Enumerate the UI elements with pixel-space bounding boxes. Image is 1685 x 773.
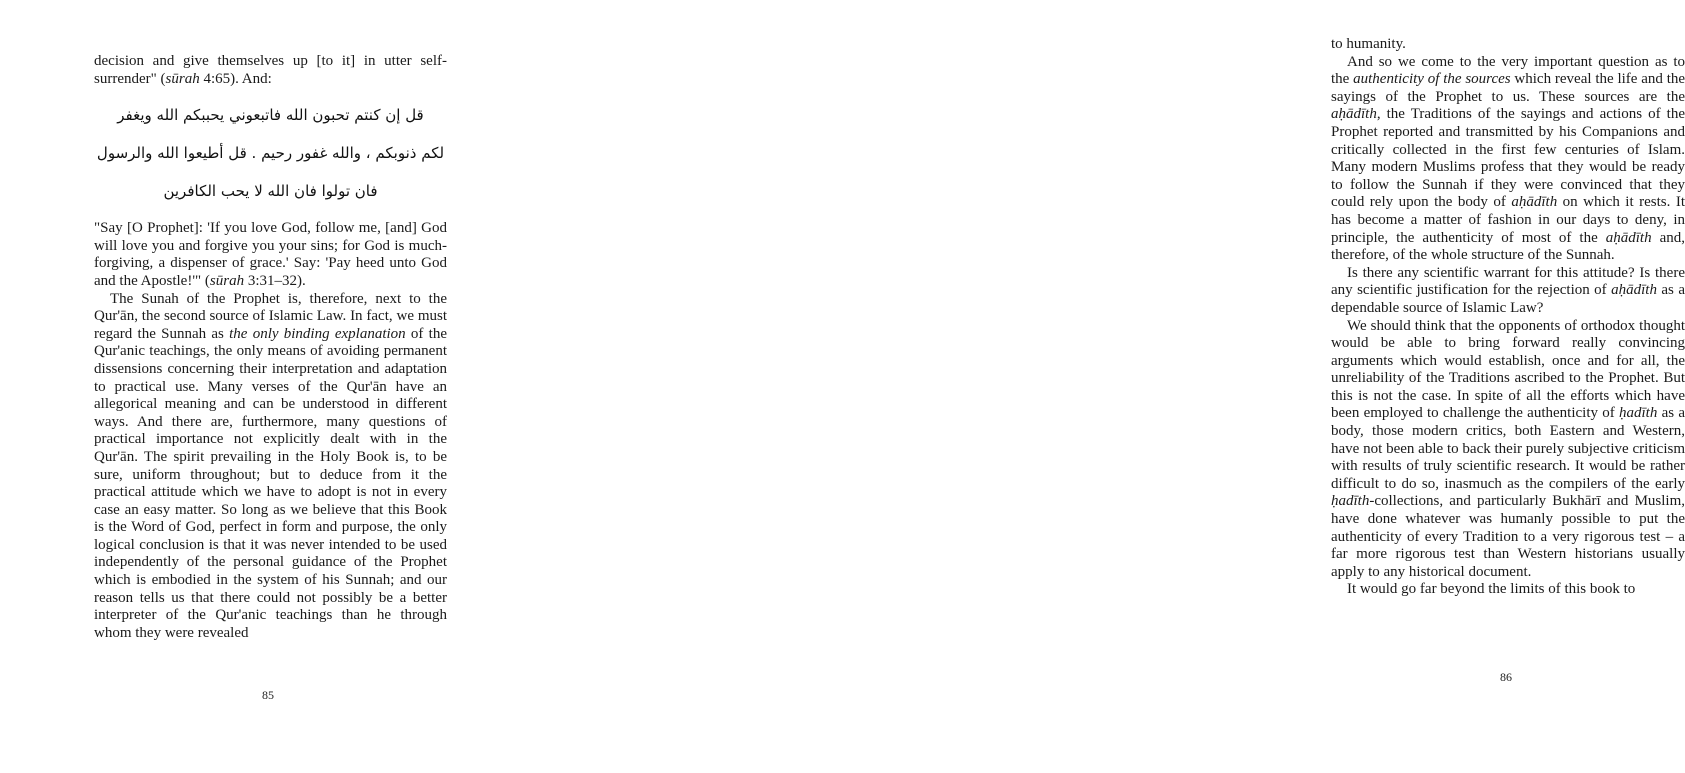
left-page-text bbox=[94, 53, 447, 642]
paragraph: "Say [O Prophet]: 'If you love God, follow me, [and] God will love you and forgive you your sins; for God is much-forgiving, a dispenser of grace.' Say: 'Pay heed unto God and the Apostle!'" (sūrah 3:31–32). bbox=[94, 220, 447, 289]
arabic-line: قل إن كنتم تحبون الله فاتبعوني يحببكم الله ويغفر bbox=[117, 106, 424, 125]
right-page bbox=[600, 0, 1685, 773]
paragraph: Is there any scientific warrant for this attitude? Is there any scientific justification for the rejection of aḥādīth as a dependable source of Islamic Law? bbox=[1331, 264, 1685, 316]
page-number: 86 bbox=[1500, 670, 1512, 684]
arabic-line: فان تولوا فان الله لا يحب الكافرين bbox=[163, 182, 378, 201]
paragraph: The Sunah of the Prophet is, therefore, next to the Qur'ān, the second source of Islamic Law. In fact, we must regard the Sunnah as the only binding explanation of the Qur'anic teachings, the only means of avoiding permanent dissensions concerning their interpretation and adaptation to practical use. Many verses of the Qur'ān have an allegorical meaning and can be understood in different ways. And there are, furthermore, many questions of practical importance not explicitly dealt with in the Qur'ān. The spirit prevailing in the Holy Book is, to be sure, uniform throughout; but to deduce from it the practical attitude which we have to adopt is not in every case an easy matter. So long as we believe that this Book is the Word of God, perfect in form and purpose, the only logical conclusion is that it was never intended to be used independently of the personal guidance of the Prophet which is embodied in the system of his Sunnah; and our reason tells us that there could not possibly be a better interpreter of the Qur'anic teachings than he through whom they were revealed bbox=[94, 290, 447, 641]
right-page-text bbox=[1331, 36, 1685, 599]
arabic-line: لكم ذنوبكم ، والله غفور رحيم . قل أطيعوا الله والرسول bbox=[96, 144, 445, 163]
paragraph: decision and give themselves up [to it] in utter self-surrender" (sūrah 4:65). And: bbox=[94, 53, 447, 87]
paragraph: It would go far beyond the limits of this book to bbox=[1347, 581, 1636, 598]
arabic-quotation bbox=[94, 96, 447, 210]
paragraph: We should think that the opponents of orthodox thought would be able to bring forward really convincing arguments which would establish, once and for all, the unreliability of the Traditions ascribed to the Prophet. But this is not the case. In spite of all the efforts which have been employed to challenge the authenticity of ḥadīth as a body, those modern critics, both Eastern and Western, have not been able to back their purely subjective criticism with results of truly scientific research. It would be rather difficult to do so, inasmuch as the compilers of the early ḥadīth-collections, and particularly Bukhārī and Muslim, have done whatever was humanly possible to put the authenticity of every Tradition to a very rigorous test – a far more rigorous test than Western historians usually apply to any historical document. bbox=[1331, 317, 1685, 580]
paragraph: to humanity. bbox=[1331, 36, 1406, 52]
paragraph: And so we come to the very important question as to the authenticity of the sources which reveal the life and the sayings of the Prophet to us. These sources are the aḥādīth, the Traditions of the sayings and actions of the Prophet reported and transmitted by his Companions and critically collected in the first few centuries of Islam. Many modern Muslims profess that they would be ready to follow the Sunnah if they were convinced that they could rely upon the body of aḥādīth on which it rests. It has become a matter of fashion in our days to deny, in principle, the authenticity of most of the aḥādīth and, therefore, of the whole structure of the Sunnah. bbox=[1331, 53, 1685, 264]
left-page bbox=[0, 0, 600, 773]
page-number: 85 bbox=[262, 688, 274, 702]
